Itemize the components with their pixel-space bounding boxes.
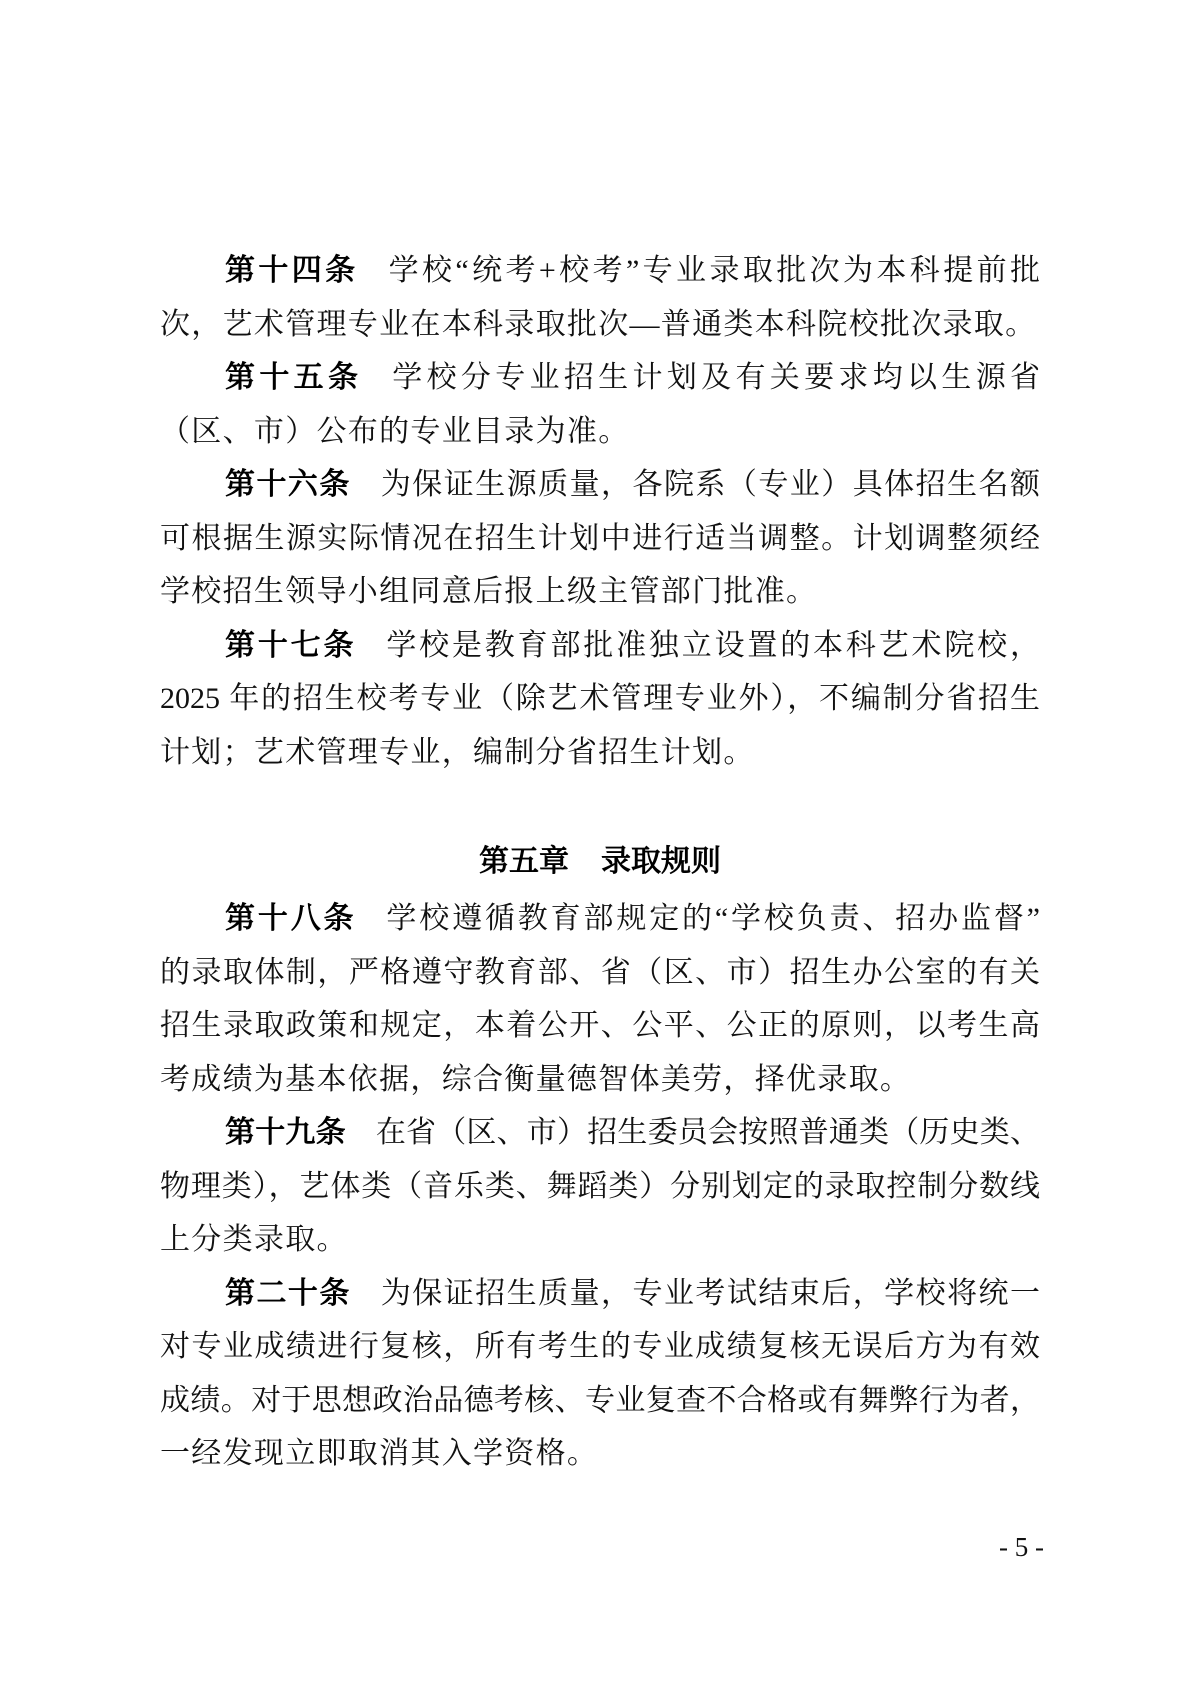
article-text: 学校是教育部批准独立设置的本科艺术院校， xyxy=(386,628,1041,662)
article-label: 第十五条 xyxy=(225,360,363,395)
article-18-line-1 xyxy=(160,892,1040,946)
article-text: 学校分专业招生计划及有关要求均以生源省 xyxy=(392,361,1041,394)
article-18-line-2: 的录取体制，严格遵守教育部、省（区、市）招生办公室的有关 xyxy=(160,955,1040,989)
article-text: 在省（区、市）招生委员会按照普通类（历史类、 xyxy=(375,1116,1041,1149)
article-17-line-2: 2025 年的招生校考专业（除艺术管理专业外），不编制分省招生 xyxy=(160,682,1040,715)
chapter-articles xyxy=(160,892,1040,1481)
article-label: 第十七条 xyxy=(225,627,357,663)
article-text: 为保证生源质量，各院系（专业）具体招生名额 xyxy=(380,468,1041,501)
articles-continued xyxy=(160,244,1040,779)
article-16-line-3: 学校招生领导小组同意后报上级主管部门批准。 xyxy=(160,575,818,608)
article-19-line-2: 物理类），艺体类（音乐类、舞蹈类）分别划定的录取控制分数线 xyxy=(160,1169,1040,1203)
article-14-line-1 xyxy=(160,244,1040,298)
article-16-line-2: 可根据生源实际情况在招生计划中进行适当调整。计划调整须经 xyxy=(160,521,1040,555)
article-label: 第十四条 xyxy=(225,253,359,288)
article-text: 学校“统考+校考”专业录取批次为本科提前批 xyxy=(388,254,1040,287)
article-text: 学校遵循教育部规定的“学校负责、招办监督” xyxy=(386,902,1041,935)
article-17-line-3: 计划；艺术管理专业，编制分省招生计划。 xyxy=(160,735,755,769)
article-text: 为保证招生质量，专业考试结束后，学校将统一 xyxy=(380,1276,1041,1310)
article-18-line-3: 招生录取政策和规定，本着公开、公平、公正的原则，以考生高 xyxy=(160,1009,1040,1042)
chapter-title: 录取规则 xyxy=(601,844,721,879)
chapter-heading xyxy=(160,835,1040,889)
article-14-line-2: 次，艺术管理专业在本科录取批次—普通类本科院校批次录取。 xyxy=(160,307,1037,341)
article-label: 第十九条 xyxy=(225,1115,346,1150)
article-20-line-3: 成绩。对于思想政治品德考核、专业复查不合格或有舞弊行为者， xyxy=(160,1383,1040,1417)
article-19-line-1 xyxy=(160,1106,1040,1160)
article-label: 第十八条 xyxy=(225,901,357,936)
article-20-line-4: 一经发现立即取消其入学资格。 xyxy=(160,1437,599,1470)
chapter-number: 第五章 xyxy=(479,844,569,879)
article-15-line-1 xyxy=(160,351,1040,405)
page-number: - 5 - xyxy=(999,1532,1044,1562)
article-18-line-4: 考成绩为基本依据，综合衡量德智体美劳，择优录取。 xyxy=(160,1062,912,1096)
article-20-line-1 xyxy=(160,1267,1040,1321)
article-17-line-1 xyxy=(160,619,1040,673)
article-16-line-1 xyxy=(160,458,1040,512)
article-15-line-2: （区、市）公布的专业目录为准。 xyxy=(160,414,630,448)
article-20-line-2: 对专业成绩进行复核，所有考生的专业成绩复核无误后方为有效 xyxy=(160,1330,1040,1363)
article-label: 第十六条 xyxy=(225,467,351,502)
article-19-line-3: 上分类录取。 xyxy=(160,1223,348,1256)
article-label: 第二十条 xyxy=(225,1275,351,1311)
